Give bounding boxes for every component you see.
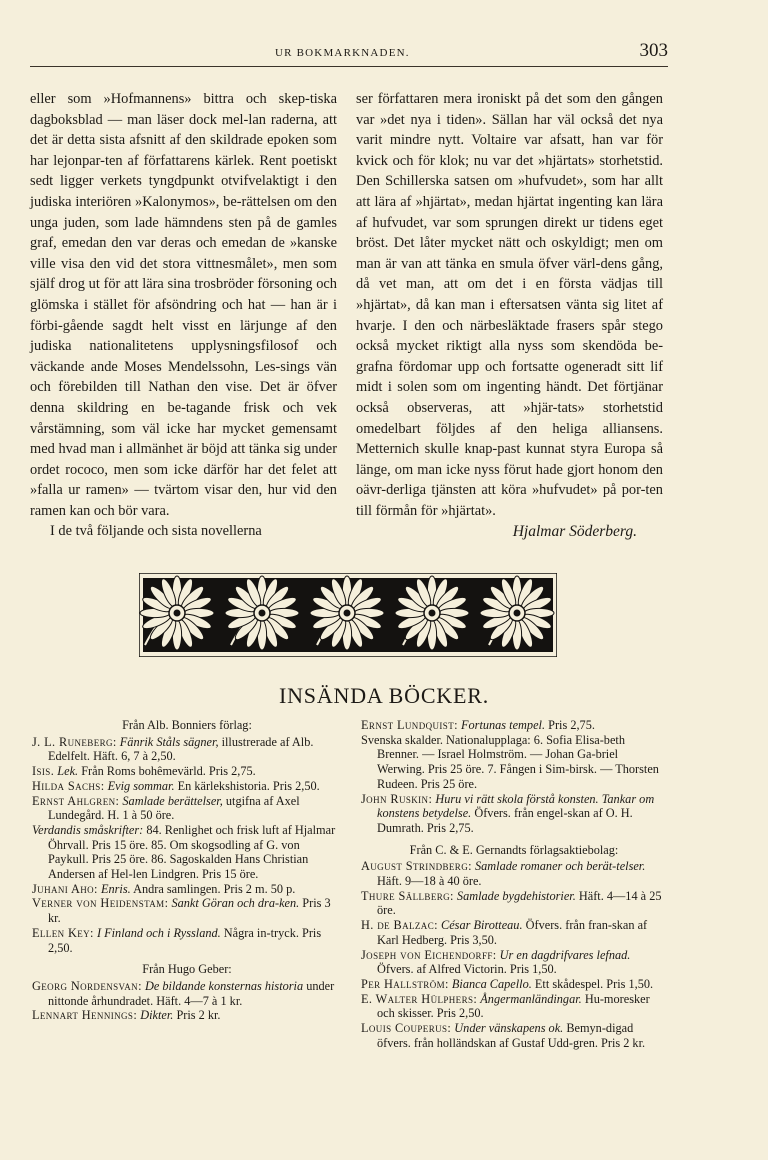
author-signature: Hjalmar Söderberg. (512, 523, 637, 541)
book-author: Louis Couperus: (361, 1021, 452, 1036)
book-author: Ellen Key: (32, 925, 94, 940)
daisy-flower (395, 576, 469, 650)
book-author: Joseph von Eichendorff: (361, 947, 497, 962)
book-title: Ångermanländingar. (480, 991, 582, 1006)
book-title: Enris. (100, 881, 131, 896)
publisher-heading: Från Hugo Geber: (142, 962, 232, 977)
book-title: Fortunas tempel. (461, 718, 546, 732)
book-title: Evig sommar. (107, 778, 175, 793)
article-right-column (356, 89, 663, 543)
book-list-right (361, 718, 667, 1050)
section-title: INSÄNDA BÖCKER. (278, 683, 490, 708)
book-title: Samlade bygdehistorier. (456, 888, 576, 903)
daisy-flower (140, 576, 214, 650)
book-title: Verdandis småskrifter: (32, 822, 144, 837)
running-title: UR BOKMARKNADEN. (275, 47, 410, 59)
book-entry (361, 948, 667, 977)
book-entry (32, 779, 342, 794)
book-title: Lek. (57, 764, 79, 779)
book-title: Samlade berättelser, (122, 793, 223, 808)
book-entry (361, 733, 667, 792)
book-details: Ett skådespel. Pris 1,50. (534, 976, 654, 991)
book-title: Under vänskapens ok. (454, 1021, 564, 1036)
book-author: John Ruskin: (361, 791, 433, 806)
book-title: Ur en dagdrifvares lefnad. (499, 947, 631, 962)
book-entry (361, 718, 667, 733)
page-number: 303 (639, 40, 668, 61)
book-entry (32, 882, 342, 897)
publisher-heading: Från C. & E. Gernandts förlagsaktiebolag: (409, 842, 619, 857)
article-left-column (30, 89, 337, 542)
book-author: Ernst Lundquist: (361, 718, 458, 732)
book-author: Thure Sällberg: (361, 888, 454, 903)
book-author: Lennart Hennings: (32, 1008, 138, 1023)
daisy-flower (310, 576, 384, 650)
book-title: Fänrik Ståls sägner, (119, 734, 219, 749)
daisy-flower (225, 576, 299, 650)
book-title: Bianca Capello. (451, 976, 532, 991)
book-author: Per Hallström: (361, 976, 449, 991)
book-author: Juhani Aho: (32, 881, 98, 896)
book-title: I Finland och i Ryssland. (96, 925, 221, 940)
running-head (30, 40, 668, 68)
book-details: Öfvers. af Alfred Victorin. Pris 1,50. (377, 962, 557, 977)
book-details: 84. Renlighet och frisk luft af Hjalmar Öhrvall. Pris 15 öre. 85. Om skogsodling af G. von Paykull. Pris 25 öre. 86. Sagoskalden Hans Christian Andersen af Hel-len Lindgren. Pris 15 öre. (48, 822, 336, 882)
book-list-left (32, 718, 342, 1023)
book-entry (32, 896, 342, 925)
book-details: Pris 2 kr. (176, 1008, 221, 1023)
book-author: Isis. (32, 764, 55, 779)
book-details: Några in-tryck. Pris 2,50. (48, 925, 322, 955)
book-title: De bildande konsternas historia (144, 978, 304, 993)
book-details: Öfvers. från engel-skan af O. H. Dumrath. Pris 2,75. (377, 806, 633, 835)
book-details: Öfvers. från fran-skan af Karl Hedberg. Pris 3,50. (377, 918, 648, 947)
book-entry (32, 794, 342, 823)
book-details: Häft. 4—14 à 25 öre. (377, 888, 662, 918)
header-rule (30, 66, 668, 67)
book-entry (361, 1021, 667, 1050)
book-entry (361, 792, 667, 836)
article-paragraph: ser författaren mera ironiskt på det som den gången var »det nya i tiden». Sällan har väl också det nya varit mindre nytt. Voltaire var afsatt, han var för kvick och för klok; nu var det »hjärtats» storhetstid. Den Schillerska satsen om »hufvudet», som har allt att lära af »hjärtat», medan hjärtat ingenting kan lära af hufvudet, var som sprungen direkt ur tidens eget bröst. Det låter mycket nätt och oskyldigt; men om man är van att tänka en smula öfver värl-dens gång, då vet man, att om det i en första vädjas till »hjärtat», då kan man i eftersatsen vänta sig litet af hvarje. I den och närbesläktade frasers spår stego också mycket riktigt alla nyss som skendöda be-grafna fördomar upp och fortsatte ogeneradt sitt lif midt i solen som om ingenting händt. Det förtjänar också observeras, att »hjär-tats» storhetstid omedelbart följdes af den heliga alliansens. Metternich skulle knap-past kunnat styra Europa så länge, om man icke nyss förut hade gjort honom den oävr-derliga tjänsten att köra »hufvudet» på por-ten till förmån för »hjärtat». (356, 91, 663, 519)
book-details: Pris 3 kr. (48, 896, 331, 926)
book-author: Ernst Ahlgren: (32, 793, 120, 808)
book-details: Pris 2,75. (548, 718, 595, 732)
book-author: August Strindberg: (361, 859, 472, 874)
book-details: Bemyn-digad öfvers. från holländskan af Gustaf Udd-gren. Pris 2 kr. (377, 1021, 646, 1050)
book-entry (361, 889, 667, 918)
article-paragraph: eller som »Hofmannens» bittra och skep-tiska dagboksblad — man läser dock mel-lan raderna, att det är detta sista afsnitt af den skildrade epoken som har lejonpar-ten af författarens kärlek. Rent poetiskt sedt ligger verkets tyngdpunkt otvifvelaktigt i den judiska interiören »Kalonymos», be-rättelsen om den unga juden, som lade hämndens sten på de gamles graf, emedan den var deras och emedan de »kanske ville visa den vid det stora vittnesmålet», men som själf drog ut för att lära sina trosbröder försoning och glömska i stället för afsöndring och hat — han är i förbi-gående sagdt helt visst en lärjunge af den judiska nationalitetens upplysningsfilosof och väckande ande Moses Mendelssohn, Les-sings vän och förebilden till Nathan den vise. Det är öfver denna skildring en be-tagande frisk och vek vårstämning, som väl icke har mycket gemensamt med hvad man i allmänhet är böjd att tänka sig under ordet rococo, men som icke därför har det felet att »falla ur ramen» — tvärtom visar den, hur vid den ramen kan och bör vara. (30, 91, 337, 519)
book-entry (361, 992, 667, 1021)
book-entry (361, 977, 667, 992)
book-title: César Birotteau. (441, 918, 523, 933)
book-entry (32, 823, 342, 882)
book-details: Andra samlingen. Pris 2 m. 50 p. (133, 881, 296, 896)
book-author: H. de Balzac: (361, 918, 438, 933)
book-title: Huru vi rätt skola förstå konsten. Tankar om konstens betydelse. (377, 791, 655, 821)
book-author: Georg Nordensvan: (32, 978, 142, 993)
book-entry (32, 926, 342, 955)
book-author: Verner von Heidenstam: (32, 896, 169, 911)
daisy-flower (480, 576, 554, 650)
publisher-heading: Från Alb. Bonniers förlag: (122, 718, 252, 732)
book-author: Hilda Sachs: (32, 778, 105, 793)
book-details: Häft. 9—18 à 40 öre. (377, 874, 482, 889)
article-paragraph: I de två följande och sista novellerna (50, 523, 262, 540)
book-entry (361, 859, 667, 888)
book-details: under nittonde århundradet. Häft. 4—7 à 1 kr. (48, 978, 335, 1008)
book-details: utgifna af Axel Lundegård. H. 1 à 50 öre. (48, 793, 300, 823)
daisy-frieze-icon (139, 573, 557, 657)
book-title: Dikter. (140, 1008, 174, 1023)
book-entry (32, 735, 342, 764)
book-details: Svenska skalder. Nationalupplaga: 6. Sofia Elisa-beth Brenner. — Israel Holmström. — Johan Ga-briel Werwing. Pris 25 öre. 7. Fången i Sim-birsk. — Thorsten Rudeen. Pris 25 öre. (361, 732, 659, 791)
book-details: En kärlekshistoria. Pris 2,50. (177, 778, 320, 793)
book-entry (361, 918, 667, 947)
book-details: Hu-moresker och skisser. Pris 2,50. (377, 991, 650, 1021)
book-author: J. L. Runeberg: (32, 734, 117, 749)
book-details: illustrerade af Alb. Edelfelt. Häft. 6, 7 à 2,50. (48, 734, 314, 764)
book-title: Sankt Göran och dra-ken. (171, 896, 300, 911)
book-entry (32, 1008, 342, 1023)
book-entry (32, 979, 342, 1008)
book-entry (32, 764, 342, 779)
book-author: E. Walter Hülphers: (361, 991, 478, 1006)
book-details: Från Roms bohêmevärld. Pris 2,75. (81, 764, 256, 779)
book-title: Samlade romaner och berät-telser. (475, 859, 646, 874)
